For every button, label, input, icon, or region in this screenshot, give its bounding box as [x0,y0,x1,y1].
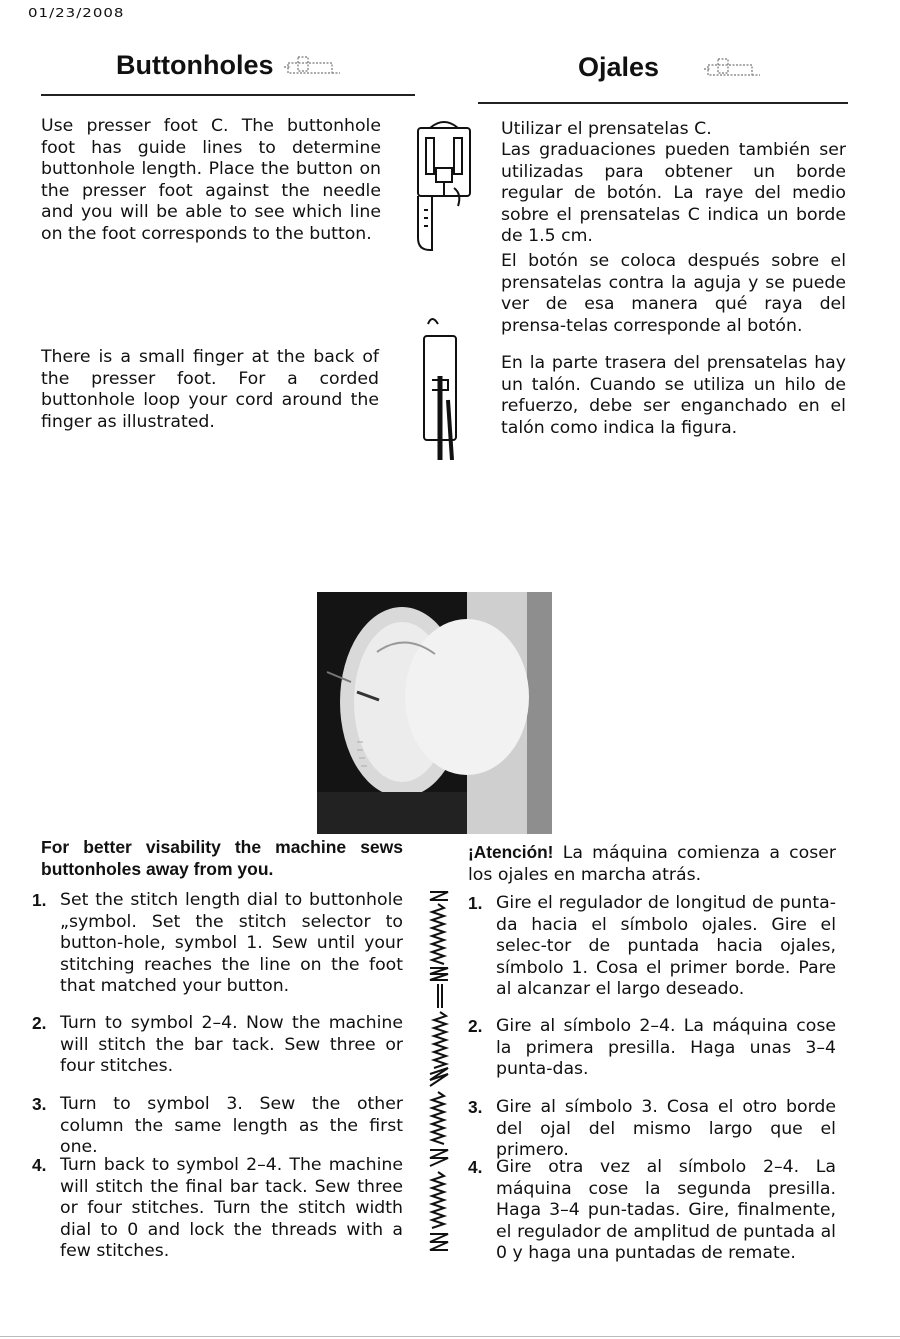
presser-foot-small-icon [282,55,342,79]
spanish-step-2 [468,1016,836,1081]
spanish-title-rule [478,102,848,104]
spanish-note [468,842,836,886]
spanish-step-1 [468,893,836,1001]
spanish-step-1-number: 1. [468,893,483,913]
english-step-4-text: Turn back to symbol 2–4. The machine will stitch the final bar tack. Sew three or four stitches. Turn the stitch width dial to 0 and lock the threads with a few stitches. [60,1155,403,1261]
spanish-paragraph-1: Utilizar el prensatelas C. [501,119,712,139]
spanish-note-bold: ¡Atención! [468,842,554,862]
spanish-note-text: La máquina comienza a coser los ojales en marcha atrás. [468,843,836,885]
english-step-4 [32,1155,403,1263]
english-step-3-text: Turn to symbol 3. Sew the other column the same length as the first one. [60,1094,403,1157]
spanish-step-2-text: Gire al símbolo 2–4. La máquina cose la primera presilla. Haga unas 3–4 punta-das. [496,1016,836,1079]
stitch-dial-photo [317,592,552,834]
spanish-paragraph-4: En la parte trasera del prensatelas hay un talón. Cuando se utiliza un hilo de refuerzo, debe ser enganchado en el talón como indica la figura. [501,353,846,438]
english-step-3 [32,1094,403,1159]
english-note: For better visability the machine sews buttonholes away from you. [41,837,403,879]
english-paragraph-1: Use presser foot C. The buttonhole foot has guide lines to determine buttonhole length. Place the button on the presser foot against the needle and you will be able to see which line on the foot corresponds to the button. [41,116,381,244]
presser-foot-icon [414,110,474,260]
english-step-2-text: Turn to symbol 2–4. Now the machine will stitch the bar tack. Sew three or four stitches. [60,1013,403,1076]
buttonhole-stitch-icon [418,888,462,1258]
presser-foot-small-icon-es [702,57,762,81]
english-step-2 [32,1013,403,1078]
english-title: Buttonholes [116,50,274,80]
spanish-step-4-number: 4. [468,1157,483,1177]
english-step-2-number: 2. [32,1013,47,1033]
spanish-title: Ojales [578,52,660,82]
english-step-4-number: 4. [32,1155,47,1175]
page-date: 01/23/2008 [28,5,125,21]
english-step-1-text: Set the stitch length dial to buttonhole „symbol. Set the stitch selector to button-hole, symbol 1. Sew until your stitching reaches the line on the foot that matched your button. [60,890,403,996]
spanish-step-4 [468,1157,836,1265]
english-paragraph-2: There is a small finger at the back of the presser foot. For a corded buttonhole loop your cord around the finger as illustrated. [41,347,379,432]
page-bottom-edge [0,1336,900,1337]
english-title-rule [41,94,415,96]
english-step-1 [32,890,403,998]
spanish-step-3 [468,1097,836,1162]
english-step-3-number: 3. [32,1094,47,1114]
spanish-paragraph-2: Las graduaciones pueden también ser utilizadas para obtener un borde regular de botón. La raye del medio sobre el prensatelas C indica un borde de 1.5 cm. [501,140,846,246]
spanish-paragraph-3: El botón se coloca después sobre el prensatelas contra la aguja y se puede ver de esa manera qué raya del prensa-telas corresponde al botón. [501,251,846,336]
spanish-step-3-number: 3. [468,1097,483,1117]
spanish-step-2-number: 2. [468,1016,483,1036]
spanish-step-4-text: Gire otra vez al símbolo 2–4. La máquina cose la segunda presilla. Haga 3–4 pun-tadas. Gire, finalmente, el regulador de amplitud de puntada al 0 y haga una puntadas de remate. [496,1157,836,1263]
english-step-1-number: 1. [32,890,47,910]
presser-foot-finger-icon [420,310,470,460]
spanish-step-3-text: Gire al símbolo 3. Cosa el otro borde del ojal del mismo largo que el primero. [496,1097,836,1160]
spanish-step-1-text: Gire el regulador de longitud de punta-da hacia el símbolo ojales. Gire el selec-tor de puntada hacia ojales, símbolo 1. Cosa el primer borde. Pare al alcanzar el largo deseado. [496,893,836,999]
